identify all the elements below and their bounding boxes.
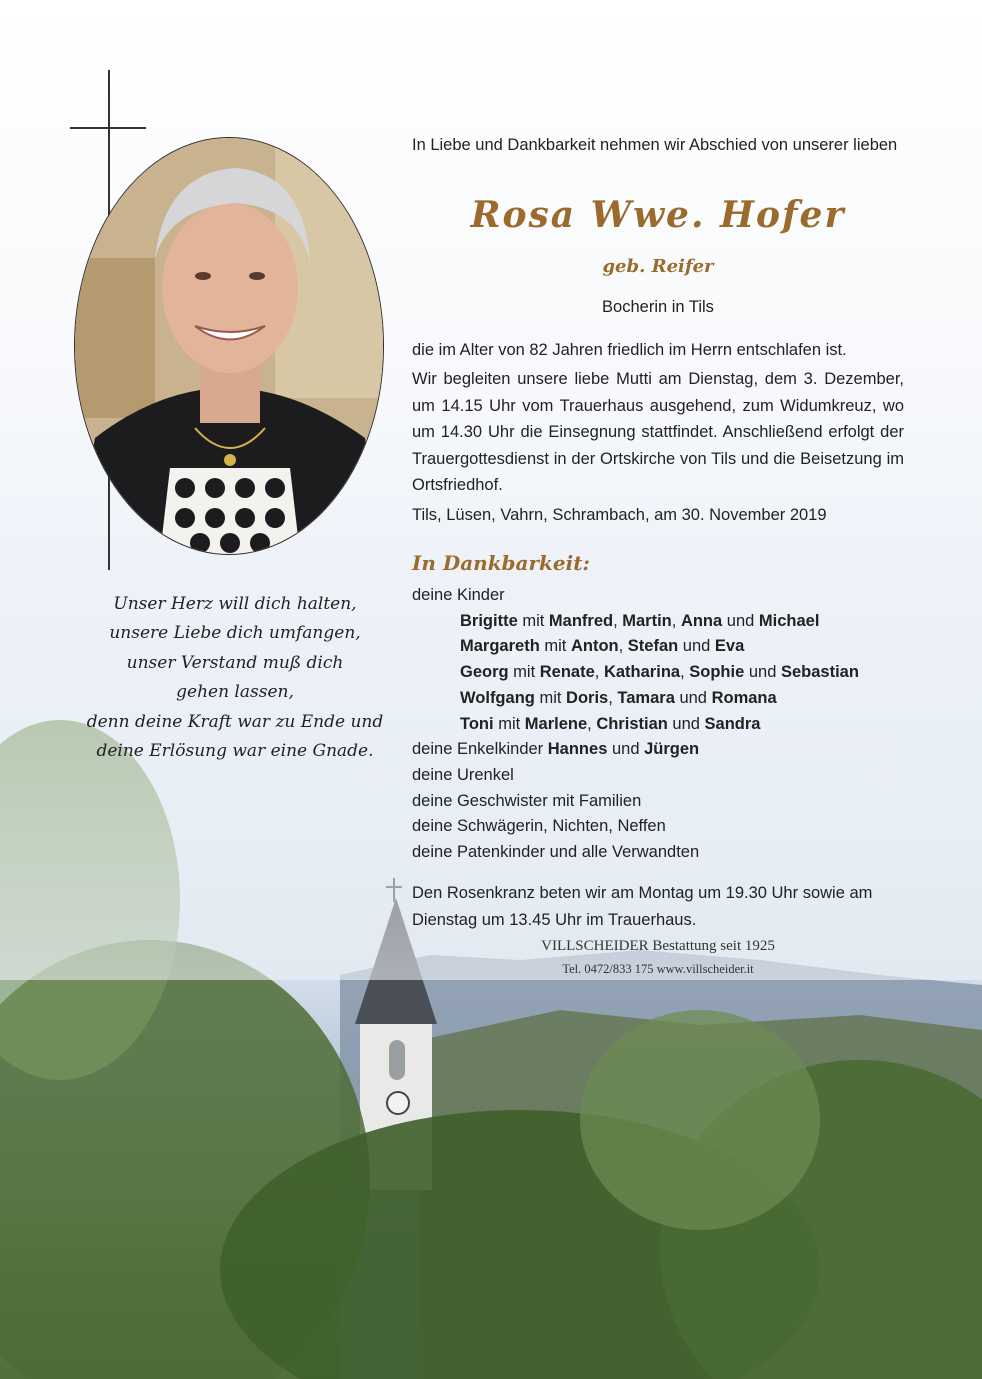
child-row: Margareth mit Anton, Stefan und Eva: [460, 637, 745, 656]
child-row: Georg mit Renate, Katharina, Sophie und Sebastian: [460, 663, 859, 682]
grandchildren-row: deine Enkelkinder Hannes und Jürgen: [412, 740, 700, 759]
godchildren-row: deine Patenkinder und alle Verwandten: [412, 843, 700, 862]
family-list: [412, 583, 904, 866]
poem: [70, 590, 400, 766]
age-text: die im Alter von 82 Jahren friedlich im Herrn entschlafen ist.: [412, 341, 847, 359]
funeral-text: Wir begleiten unsere liebe Mutti am Dienstag, dem 3. Dezember, um 14.15 Uhr vom Trauerhaus ausgehend, zum Widumkreuz, wo um 14.30 Uhr die Einsegnung stattfindet. Anschließend erfolgt der Trauergottesdienst in der Ortskirche von Tils und die Beisetzung im Ortsfriedhof.: [412, 370, 904, 494]
deceased-name: Rosa Wwe. Hofer: [470, 194, 846, 236]
funeral-home-name: VILLSCHEIDER Bestattung seit 1925: [541, 938, 775, 954]
thanks-heading: In Dankbarkeit:: [412, 551, 590, 575]
poem-line: denn deine Kraft war zu Ende und: [86, 711, 384, 732]
child-row: Toni mit Marlene, Christian und Sandra: [460, 714, 761, 733]
place-date: Tils, Lüsen, Vahrn, Schrambach, am 30. November 2019: [412, 506, 827, 524]
poem-line: Unser Herz will dich halten,: [113, 594, 357, 614]
inlaws-row: deine Schwägerin, Nichten, Neffen: [412, 817, 666, 836]
portrait-photo: [75, 138, 383, 554]
poem-line: unser Verstand muß dich: [126, 652, 344, 673]
child-row: Wolfgang mit Doris, Tamara und Romana: [460, 688, 777, 707]
role-text: Bocherin in Tils: [602, 298, 714, 316]
poem-line: gehen lassen,: [176, 682, 294, 703]
cross-horizontal-bar: [70, 127, 146, 129]
funeral-home-contact: Tel. 0472/833 175 www.villscheider.it: [562, 962, 754, 976]
poem-line: deine Erlösung war eine Gnade.: [96, 741, 374, 762]
intro-text: In Liebe und Dankbarkeit nehmen wir Abschied von unserer lieben: [412, 136, 898, 154]
siblings-row: deine Geschwister mit Familien: [412, 791, 642, 810]
rosary-text: Den Rosenkranz beten wir am Montag um 19.30 Uhr sowie am Dienstag um 13.45 Uhr im Trauerhaus.: [412, 884, 873, 929]
child-row: Brigitte mit Manfred, Martin, Anna und Michael: [460, 611, 820, 630]
birth-name: geb. Reifer: [602, 256, 714, 277]
great-grandchildren-row: deine Urenkel: [412, 765, 514, 784]
children-label: deine Kinder: [412, 586, 505, 604]
poem-line: unsere Liebe dich umfangen,: [109, 623, 361, 644]
